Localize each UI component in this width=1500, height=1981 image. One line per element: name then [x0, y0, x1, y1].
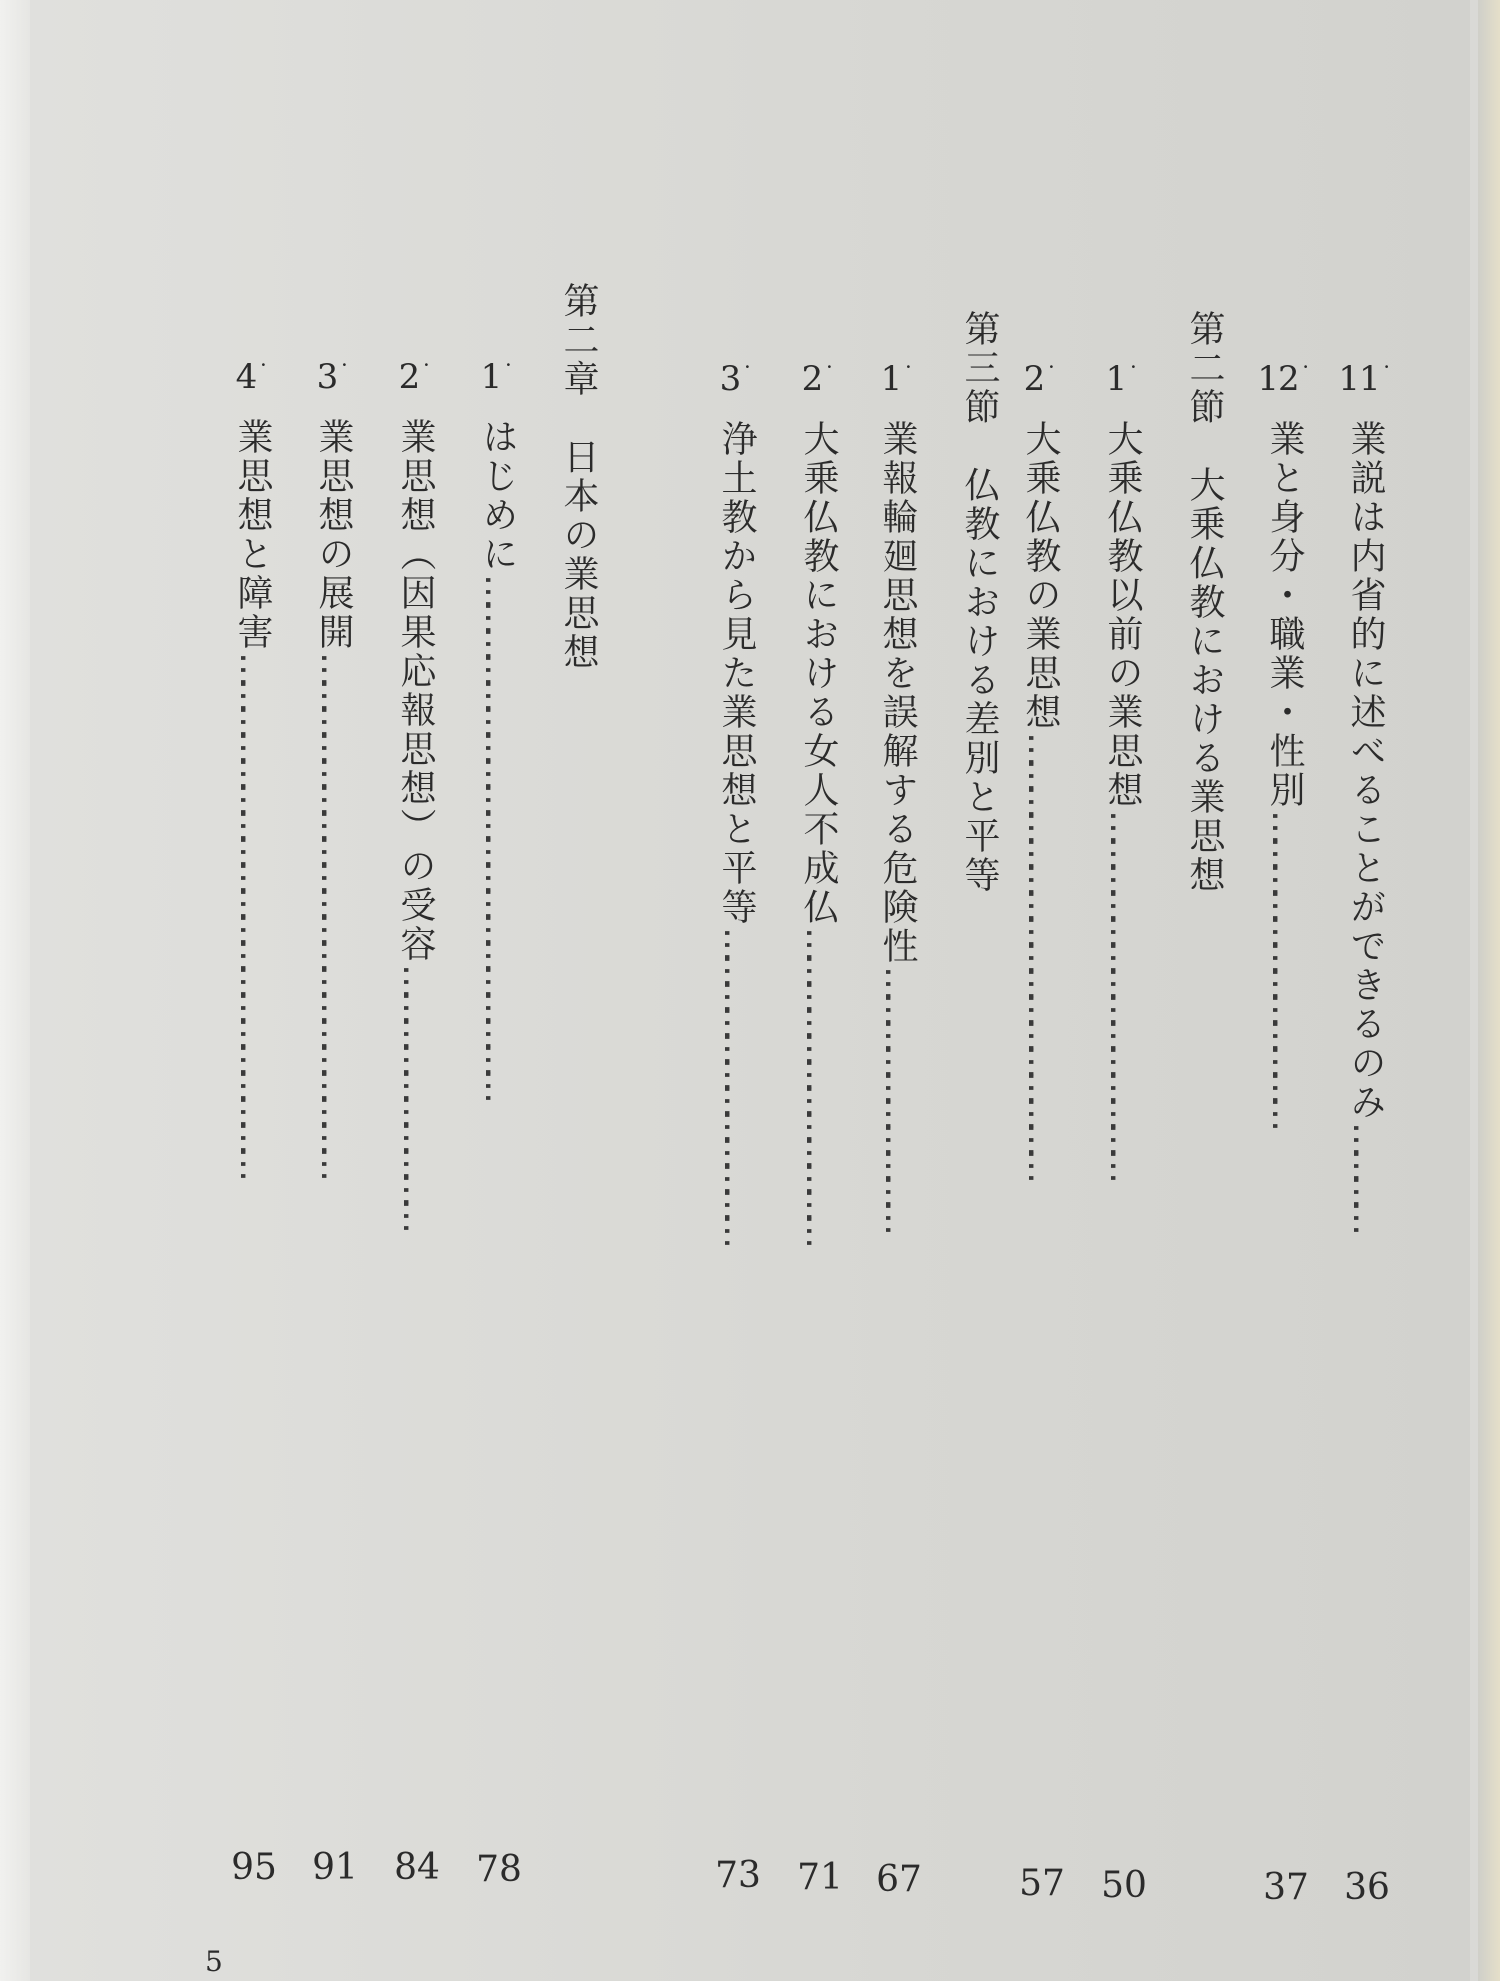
section-title: 第三節 仏教における差別と平等: [959, 310, 1000, 895]
dot-leader: ……………………………………………………: [313, 652, 354, 1172]
toc-entry: [393, 357, 437, 1810]
entry-page-number: 91: [312, 1847, 358, 1888]
chapter-title: 第二章 日本の業思想: [558, 282, 599, 672]
entry-title: 大乗仏教以前の業思想: [1102, 420, 1143, 810]
dot-leader: ……………………………………………………: [232, 652, 273, 1172]
entry-page-number: 78: [476, 1849, 522, 1890]
entry-title: 業思想（因果応報思想）の受容: [395, 418, 436, 964]
dot-leader: …………: [1345, 1122, 1386, 1226]
entry-number: 2˙: [801, 359, 835, 399]
entry-page-number: 84: [394, 1847, 440, 1888]
entry-page-number: 50: [1101, 1865, 1147, 1906]
entry-page-number: 67: [876, 1859, 922, 1900]
entry-number: 1˙: [880, 359, 914, 399]
entry-title: 大乗仏教における女人不成仏: [798, 420, 839, 927]
chapter-heading: [556, 282, 600, 672]
dot-leader: ……………………………………: [1102, 810, 1143, 1174]
entry-number: 1˙: [480, 357, 514, 397]
toc-entry: [311, 357, 355, 1807]
entry-title: 大乗仏教の業思想: [1020, 420, 1061, 732]
toc-entry: [1257, 359, 1311, 1832]
entry-number: 2˙: [398, 357, 432, 397]
entry-page-number: 57: [1019, 1863, 1065, 1904]
entry-page-number: 36: [1344, 1867, 1390, 1908]
section-heading: [1182, 310, 1226, 895]
entry-number: 3˙: [719, 359, 753, 399]
entry-number: 11˙: [1338, 359, 1392, 399]
entry-number: 2˙: [1023, 359, 1057, 399]
facing-page-edge: [0, 0, 30, 1981]
toc-entry: [714, 359, 758, 1817]
dot-leader: ……………………………………………: [1020, 732, 1061, 1174]
entry-page-number: 71: [797, 1857, 843, 1898]
dot-leader: ……………………………………………………: [477, 574, 518, 1094]
section-heading: [957, 310, 1001, 895]
entry-number: 4˙: [235, 357, 269, 397]
toc-entry: [230, 357, 274, 1807]
toc-entry: [1018, 359, 1062, 1822]
toc-entry: [875, 359, 919, 1817]
entry-page-number: 73: [715, 1855, 761, 1896]
entry-page-number: 37: [1263, 1867, 1309, 1908]
dot-leader: ………………………………: [798, 927, 839, 1239]
toc-entry: [796, 359, 840, 1817]
section-title: 第二節 大乗仏教における業思想: [1184, 310, 1225, 895]
entry-page-number: 95: [231, 1847, 277, 1888]
toc-entry: [1338, 359, 1392, 1832]
page-edge-right: [1478, 0, 1500, 1981]
entry-number: 12˙: [1257, 359, 1311, 399]
dot-leader: ………………………………: [716, 927, 757, 1239]
entry-title: 業思想の展開: [313, 418, 354, 652]
entry-title: 業思想と障害: [232, 418, 273, 652]
folio-page-number: 5: [205, 1945, 223, 1978]
dot-leader: ………………………………: [1264, 810, 1305, 1122]
entry-title: 浄土教から見た業思想と平等: [716, 420, 757, 927]
dot-leader: …………………………: [395, 964, 436, 1224]
toc-entry: [475, 357, 519, 1810]
entry-title: はじめに: [477, 418, 518, 574]
dot-leader: …………………………: [877, 966, 918, 1226]
entry-number: 1˙: [1105, 359, 1139, 399]
entry-title: 業報輪廻思想を誤解する危険性: [877, 420, 918, 966]
entry-title: 業と身分・職業・性別: [1264, 420, 1305, 810]
entry-title: 業説は内省的に述べることができるのみ: [1345, 420, 1386, 1122]
toc-entry: [1100, 359, 1144, 1827]
entry-number: 3˙: [316, 357, 350, 397]
